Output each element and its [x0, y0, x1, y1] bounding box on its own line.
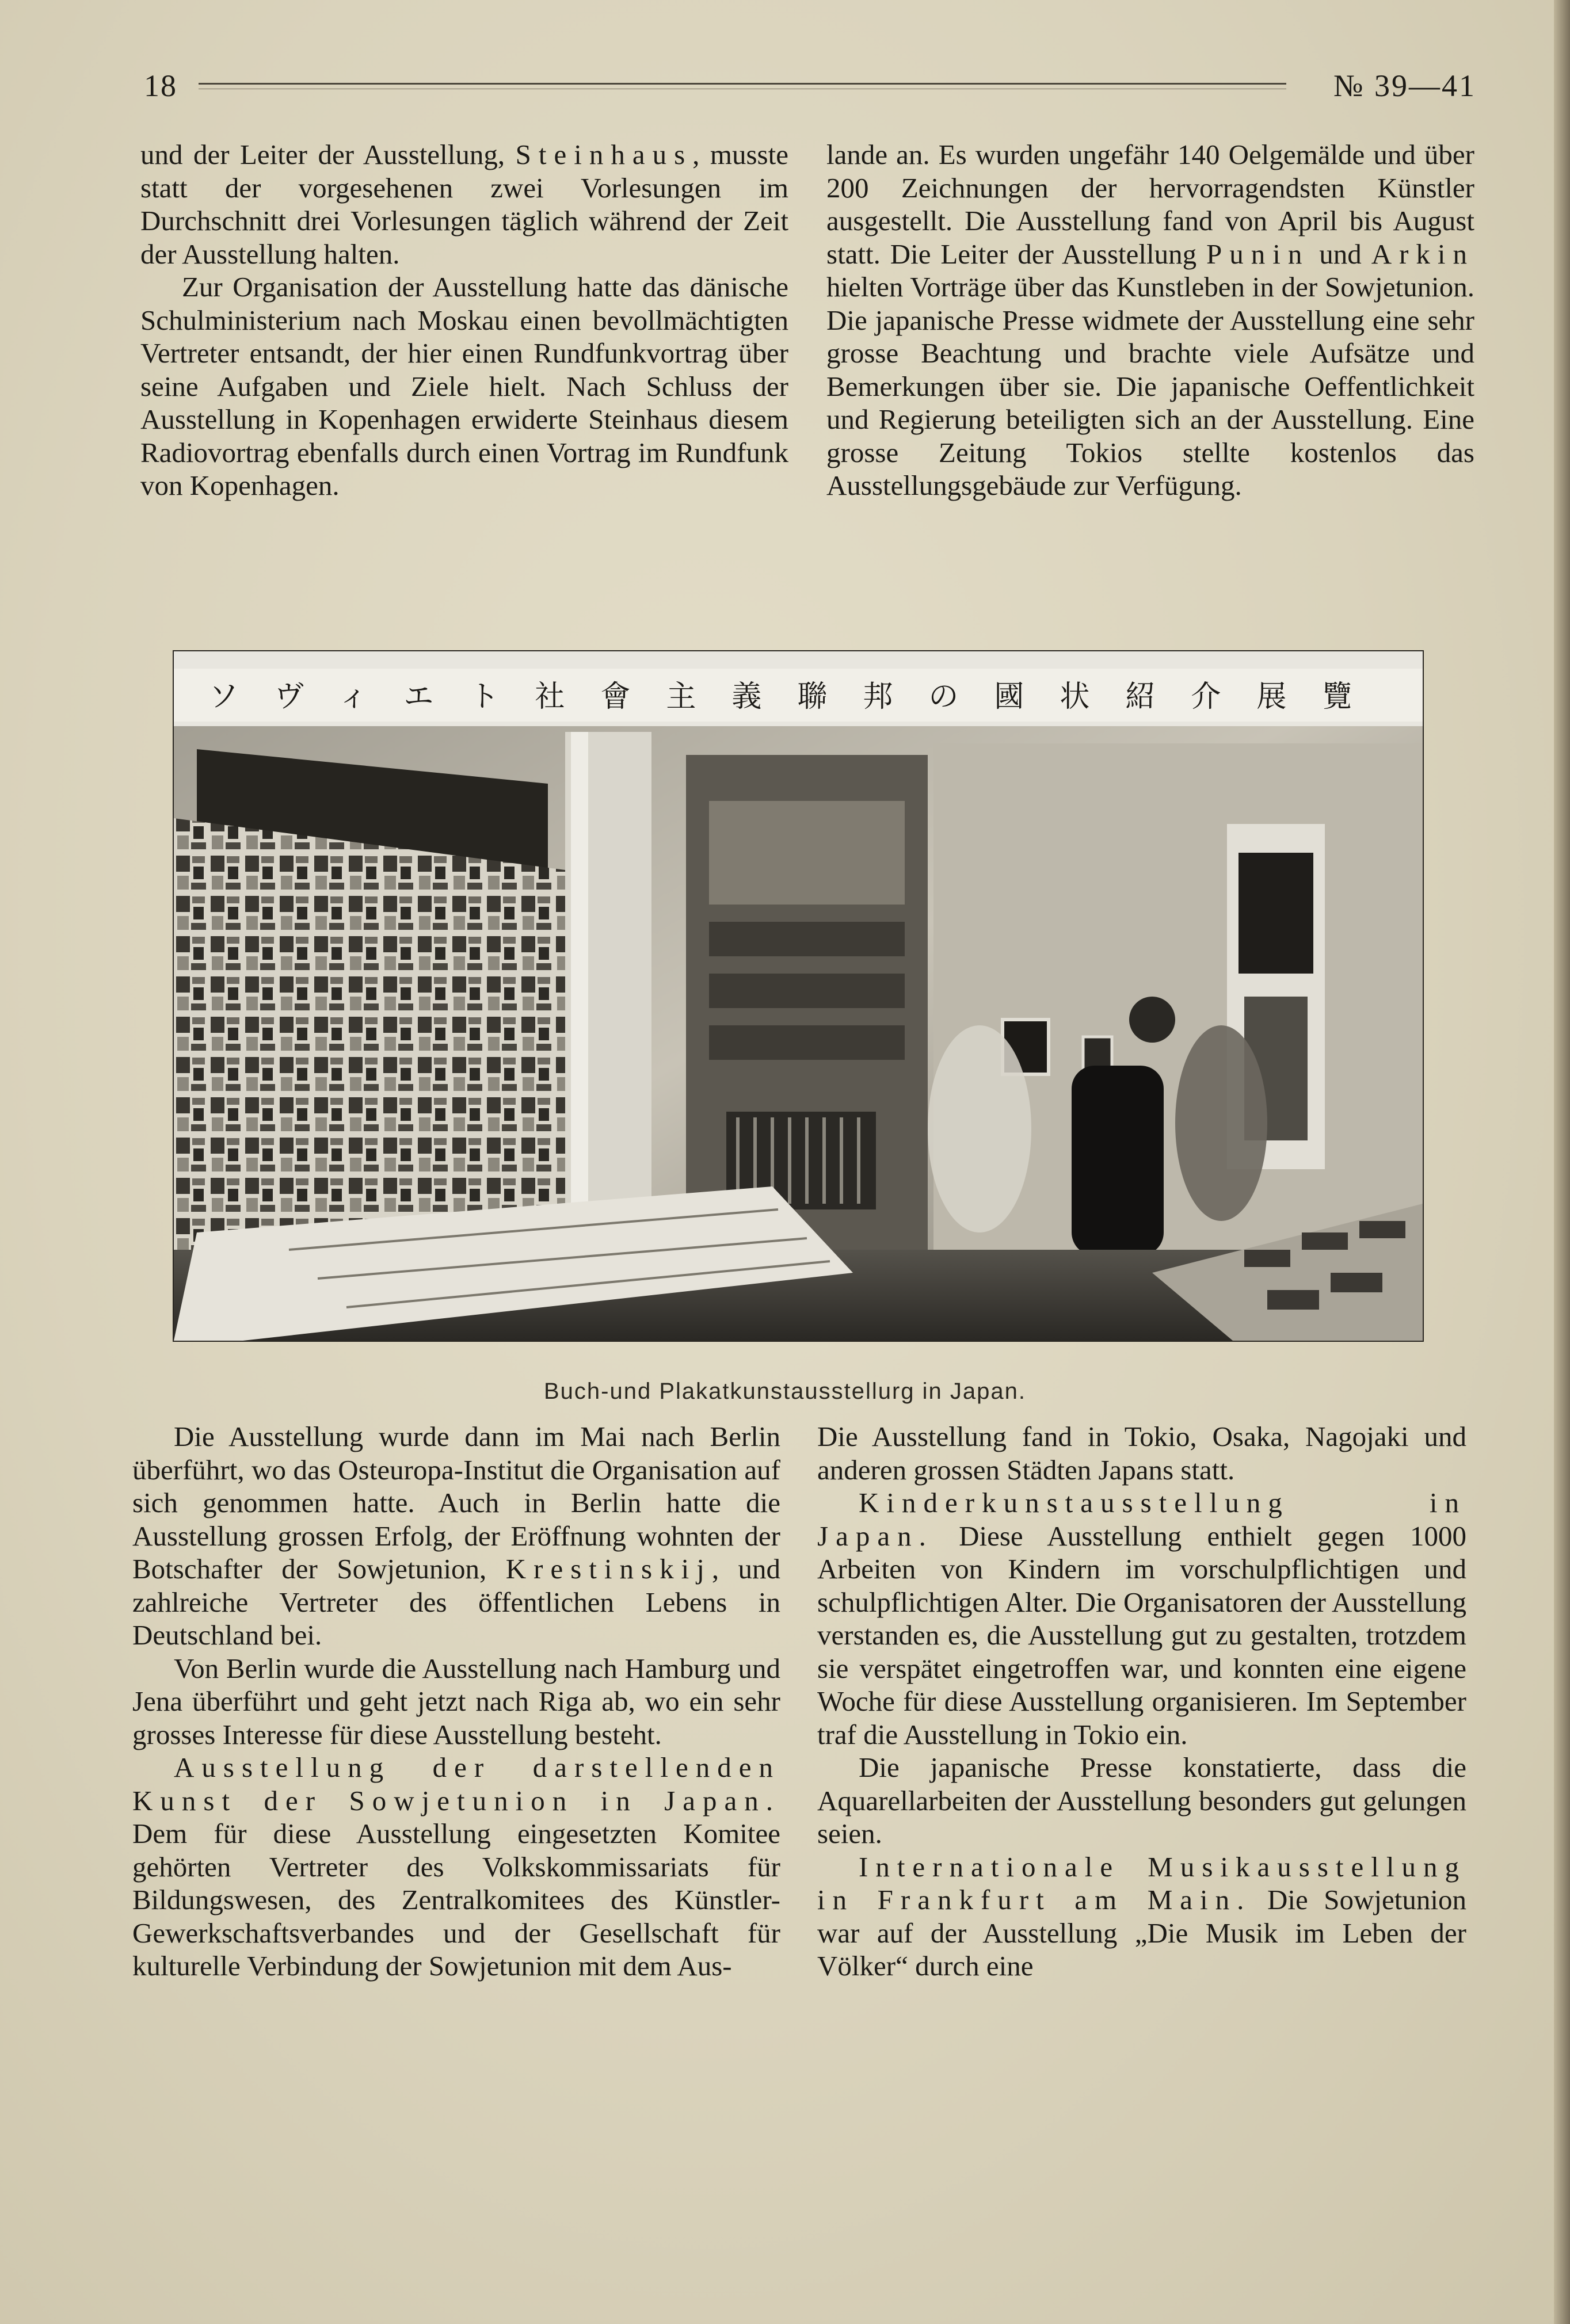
column-bottom-left [132, 1420, 780, 1983]
paragraph [132, 1751, 780, 1983]
paragraph [817, 1486, 1466, 1751]
spaced-name: Arkin [1371, 238, 1475, 270]
text-run: hielten Vorträge über das Kunstleben in der Sowjetunion. Die japanische Presse widmete der Ausstellung eine sehr grosse Beachtung und brachte viele Aufsätze und Bemerkungen über sie. Die japanische Oeffentlichkeit und Regierung beteiligten sich an der Ausstellung. Eine grosse Zeitung Tokios stellte kostenlos das Ausstellungsgebäude zur Verfügung. [826, 271, 1474, 501]
paragraph: Zur Organisation der Ausstellung hatte das dänische Schulministerium nach Moskau einen bevollmächtigten Vertreter entsandt, der hier einen Rundfunkvortrag über seine Aufgaben und Ziele hielt. Nach Schluss der Ausstellung in Kopenhagen erwiderte Steinhaus diesem Radiovortrag ebenfalls durch einen Vortrag im Rundfunk von Kopenhagen. [140, 271, 788, 501]
text-run: , und zahlreiche Vertreter des öffentlichen Lebens in Deutschland bei. [132, 1553, 781, 1651]
page-header [144, 68, 1476, 108]
spaced-name: Krestinskij [505, 1553, 712, 1585]
column-bottom-right [817, 1420, 1466, 1983]
paragraph [817, 1850, 1466, 1983]
paragraph [826, 138, 1474, 502]
section-heading: Kinderkunstausstellung in Japan. [817, 1487, 1466, 1552]
section-heading: Internationale Musikausstellung in Frankfurt am Main. [817, 1850, 1466, 1915]
paragraph: Die japanische Presse konstatierte, dass die Aquarellarbeiten der Ausstellung besonders gut gelungen seien. [817, 1751, 1466, 1849]
binding-edge [1554, 0, 1570, 2324]
column-top-right [826, 138, 1474, 502]
text-run: Die Sowjetunion war auf der Ausstellung „Die Musik im Leben der Völker“ durch eine [817, 1884, 1466, 1982]
section-heading: Ausstellung der darstellenden Kunst der Sowjetunion in Japan. [132, 1751, 780, 1817]
paragraph: Von Berlin wurde die Ausstellung nach Hamburg und Jena überführt und geht jetzt nach Riga ab, wo ein sehr grosses Interesse für diese Ausstellung besteht. [132, 1652, 780, 1750]
spaced-name: Steinhaus [515, 139, 693, 170]
header-rule [199, 83, 1286, 85]
issue-number: № 39—41 [1333, 68, 1476, 103]
exhibition-photo [173, 650, 1424, 1342]
text-run: Diese Ausstellung enthielt gegen 1000 Arbeiten von Kindern im vorschulpflichtigen und schulpflichtigen Alter. Die Organisatoren der Ausstellung verstanden es, die Ausstellung gut zu gestalten, trotzdem sie verspätet eingetroffen war, und konnten eine eigene Woche für diese Ausstellung organisieren. Im September traf die Ausstellung in Tokio ein. [817, 1520, 1466, 1750]
column-top-left [140, 138, 788, 502]
text-run: lande an. Es wurden ungefähr 140 Oelgemälde und über 200 Zeichnungen der hervorragendsten Künstler ausgestellt. Die Ausstellung fand von April bis August statt. Die Leiter der Ausstellung [826, 139, 1474, 270]
paragraph [132, 1420, 780, 1652]
text-run: und [1309, 238, 1371, 270]
banner-text: ソヴィエト社會主義聯邦の國状紹介展覽 [208, 680, 1388, 714]
text-run: und der Leiter der Ausstellung, [140, 139, 516, 170]
paragraph [140, 138, 788, 270]
paragraph: Die Ausstellung fand in Tokio, Osaka, Nagojaki und anderen grossen Städten Japans statt. [817, 1421, 1466, 1486]
page-number: 18 [144, 68, 177, 103]
spaced-name: Punin [1206, 238, 1310, 270]
exhibition-photo-graphic [174, 651, 1423, 1341]
text-run: Die Ausstellung wurde dann im Mai nach Berlin überführt, wo das Osteuropa-Institut die Organisation auf sich genommen hatte. Auch in Berlin hatte die Ausstellung grossen Erfolg, der Eröffnung wohnten der Botschafter der Sowjetunion, [132, 1421, 780, 1585]
photo-caption: Buch-und Plakatkunstausstellurg in Japan. [543, 1379, 1026, 1404]
text-run: Dem für diese Ausstellung eingesetzten Komitee gehörten Vertreter des Volkskommissariats für Bildungswesen, des Zentralkomitees des Künstler-Gewerkschaftsverbandes und der Gesellschaft für kulturelle Verbindung der Sowjetunion mit dem Aus- [132, 1818, 780, 1982]
text-run: , musste statt der vorgesehenen zwei Vorlesungen im Durchschnitt drei Vorlesungen täglich während der Zeit der Ausstellung halten. [140, 139, 788, 270]
